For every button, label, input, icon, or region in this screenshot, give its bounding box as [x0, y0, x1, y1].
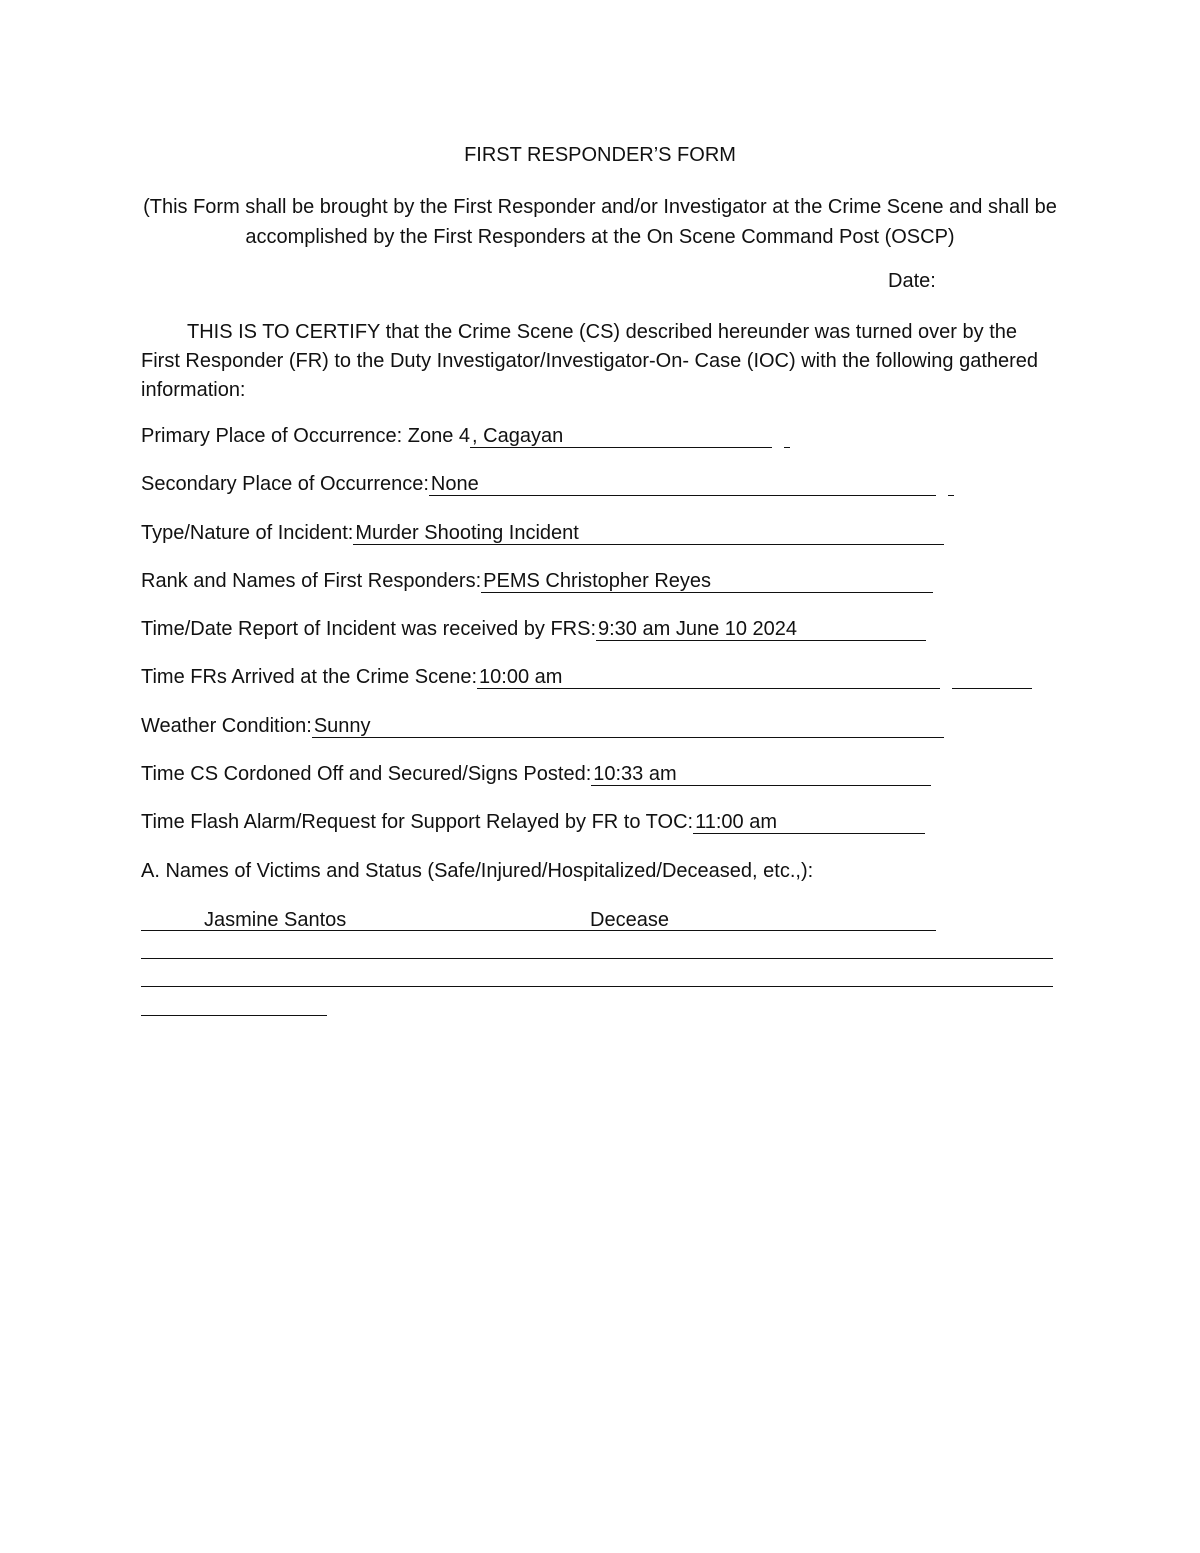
flash-alarm-label: Time Flash Alarm/Request for Support Relayed by FR to TOC: — [141, 811, 694, 833]
weather-row — [141, 712, 944, 740]
first-responders-row — [141, 567, 933, 595]
report-received-label: Time/Date Report of Incident was received by FRS: — [141, 618, 596, 640]
date-label: Date: — [888, 270, 936, 292]
victim-row[interactable] — [141, 906, 936, 931]
victim-status: Decease — [590, 909, 669, 931]
secondary-place-tail-line — [948, 470, 954, 496]
victim-blank-line-1[interactable] — [141, 958, 1053, 959]
report-received-field[interactable]: 9:30 am June 10 2024 — [596, 615, 926, 641]
first-responders-field[interactable]: PEMS Christopher Reyes — [481, 567, 933, 593]
form-instructions: (This Form shall be brought by the First Responder and/or Investigator at the Crime Scene and shall be accomplished by the First Responders at the On Scene Command Post (OSCP) — [143, 196, 1057, 248]
cordoned-time-field[interactable]: 10:33 am — [591, 760, 931, 786]
weather-field[interactable]: Sunny — [312, 712, 944, 738]
weather-label: Weather Condition: — [141, 715, 312, 737]
secondary-place-row — [141, 470, 954, 498]
arrival-time-row — [141, 663, 1032, 691]
primary-place-row — [141, 422, 790, 450]
incident-type-row — [141, 519, 944, 547]
victims-heading: A. Names of Victims and Status (Safe/Injured/Hospitalized/Deceased, etc.,): — [141, 860, 814, 882]
flash-alarm-row — [141, 808, 925, 836]
victim-name: Jasmine Santos — [204, 909, 347, 931]
cordoned-time-label: Time CS Cordoned Off and Secured/Signs Posted: — [141, 763, 592, 785]
flash-alarm-field[interactable]: 11:00 am — [693, 808, 925, 834]
first-responders-label: Rank and Names of First Responders: — [141, 570, 482, 592]
arrival-time-label: Time FRs Arrived at the Crime Scene: — [141, 666, 478, 688]
incident-type-label: Type/Nature of Incident: — [141, 522, 354, 544]
secondary-place-field[interactable]: None — [429, 470, 936, 496]
certification-paragraph: THIS IS TO CERTIFY that the Crime Scene (CS) described hereunder was turned over by the First Responder (FR) to the Duty Investigator/Investigator-On- Case (IOC) with the following gathered information: — [141, 321, 1039, 401]
victim-blank-line-3[interactable] — [141, 1015, 327, 1016]
primary-place-field[interactable]: , Cagayan — [470, 422, 772, 448]
arrival-time-field[interactable]: 10:00 am — [477, 663, 940, 689]
form-title: FIRST RESPONDER’S FORM — [464, 144, 736, 166]
report-received-row — [141, 615, 926, 643]
victim-blank-line-2[interactable] — [141, 986, 1053, 987]
incident-type-field[interactable]: Murder Shooting Incident — [353, 519, 944, 545]
primary-place-tail-line — [784, 422, 790, 448]
secondary-place-label: Secondary Place of Occurrence: — [141, 473, 429, 495]
primary-place-label: Primary Place of Occurrence: Zone 4 — [141, 425, 471, 447]
cordoned-time-row — [141, 760, 931, 788]
arrival-time-tail-line — [952, 663, 1032, 689]
